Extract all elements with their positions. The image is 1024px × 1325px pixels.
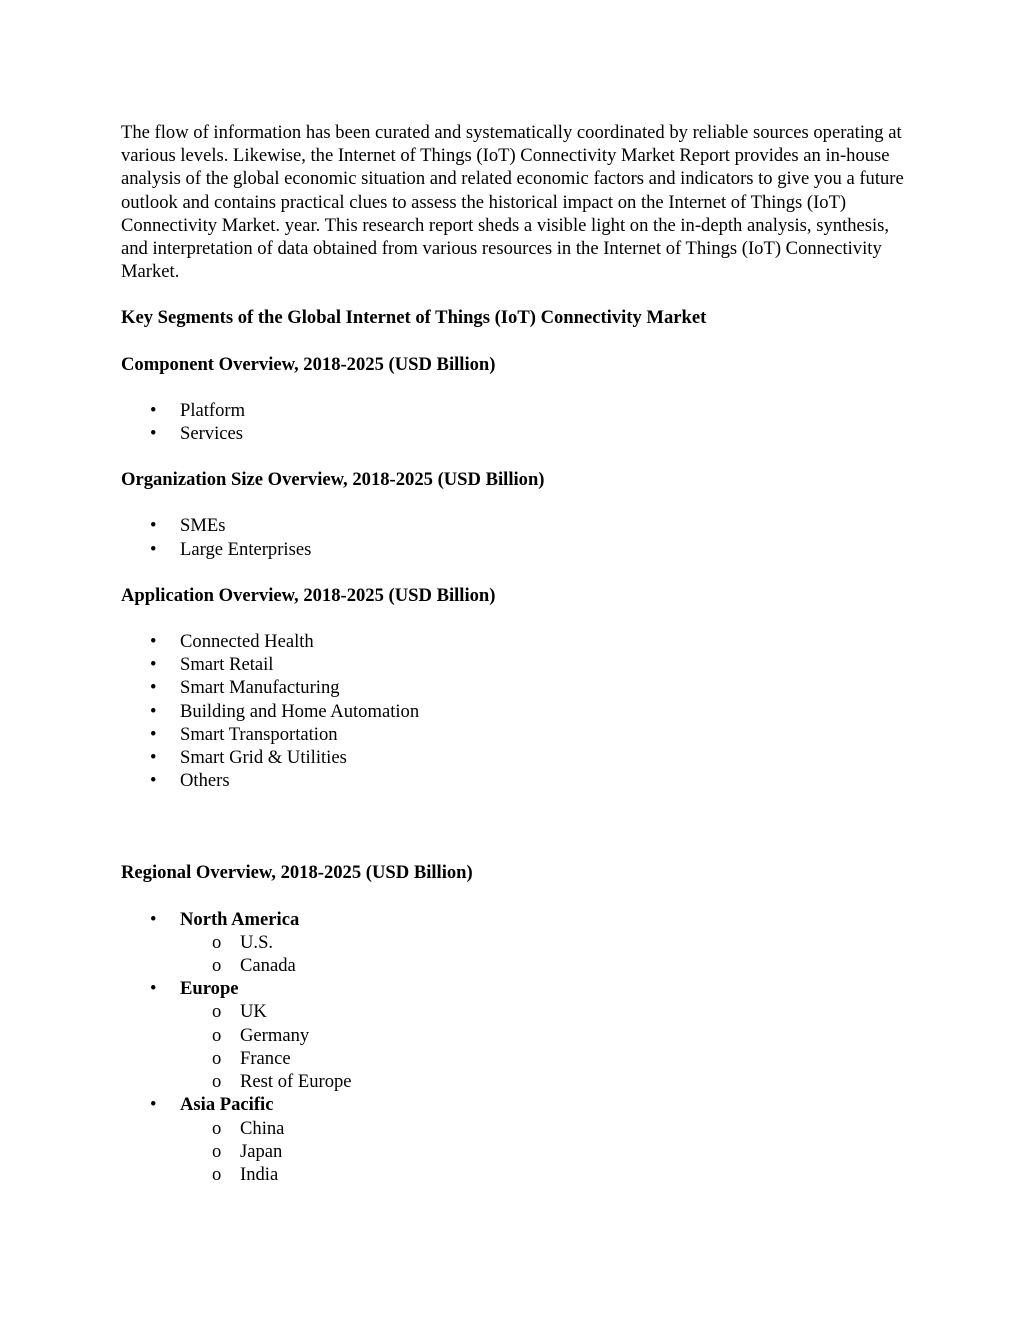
- intro-paragraph: The flow of information has been curated and systematically coordinated by reliable sources operating at various levels. Likewise, the Internet of Things (IoT) Connectivity Market Report provides an in-house analysis of the global economic situation and related economic factors and indicators to give you a future outlook and contains practical clues to assess the historical impact on the Internet of Things (IoT) Connectivity Market. year. This research report sheds a visible light on the in-depth analysis, synthesis, and interpretation of data obtained from various resources in the Internet of Things (IoT) Connectivity Market.: [121, 122, 904, 283]
- application-list: [121, 630, 911, 792]
- section-spacer: [121, 792, 911, 838]
- country-item: o India: [180, 1163, 911, 1186]
- component-list: [121, 399, 911, 445]
- list-item: • Smart Transportation: [121, 723, 911, 746]
- region-name: North America: [180, 908, 300, 930]
- region-name: Europe: [180, 978, 239, 1000]
- list-item: • Building and Home Automation: [121, 700, 911, 723]
- regional-heading: Regional Overview, 2018-2025 (USD Billion): [121, 862, 473, 884]
- country-item: o Rest of Europe: [180, 1070, 911, 1093]
- list-item: • Smart Grid & Utilities: [121, 746, 911, 769]
- country-item: o Germany: [180, 1024, 911, 1047]
- country-list: [180, 1000, 911, 1093]
- list-item: • Smart Retail: [121, 653, 911, 676]
- list-item: • Connected Health: [121, 630, 911, 653]
- list-item: • Services: [121, 422, 911, 445]
- list-item: • Smart Manufacturing: [121, 676, 911, 699]
- list-item: • SMEs: [121, 514, 911, 537]
- organization-heading: Organization Size Overview, 2018-2025 (USD Billion): [121, 469, 545, 491]
- country-item: o UK: [180, 1000, 911, 1023]
- regional-list: [121, 908, 911, 1186]
- country-item: o China: [180, 1117, 911, 1140]
- country-list: [180, 931, 911, 977]
- document-page: [121, 121, 911, 1186]
- component-heading: Component Overview, 2018-2025 (USD Billion): [121, 353, 496, 375]
- region-item: [121, 1093, 911, 1186]
- list-item: • Large Enterprises: [121, 538, 911, 561]
- country-item: o Japan: [180, 1140, 911, 1163]
- application-heading: Application Overview, 2018-2025 (USD Billion): [121, 584, 496, 606]
- country-list: [180, 1117, 911, 1187]
- list-item: • Platform: [121, 399, 911, 422]
- country-item: o France: [180, 1047, 911, 1070]
- list-item: • Others: [121, 769, 911, 792]
- region-item: [121, 977, 911, 1093]
- key-segments-heading: Key Segments of the Global Internet of Things (IoT) Connectivity Market: [121, 307, 707, 329]
- organization-list: [121, 514, 911, 560]
- region-item: [121, 908, 911, 978]
- country-item: o U.S.: [180, 931, 911, 954]
- region-name: Asia Pacific: [180, 1094, 274, 1116]
- country-item: o Canada: [180, 954, 911, 977]
